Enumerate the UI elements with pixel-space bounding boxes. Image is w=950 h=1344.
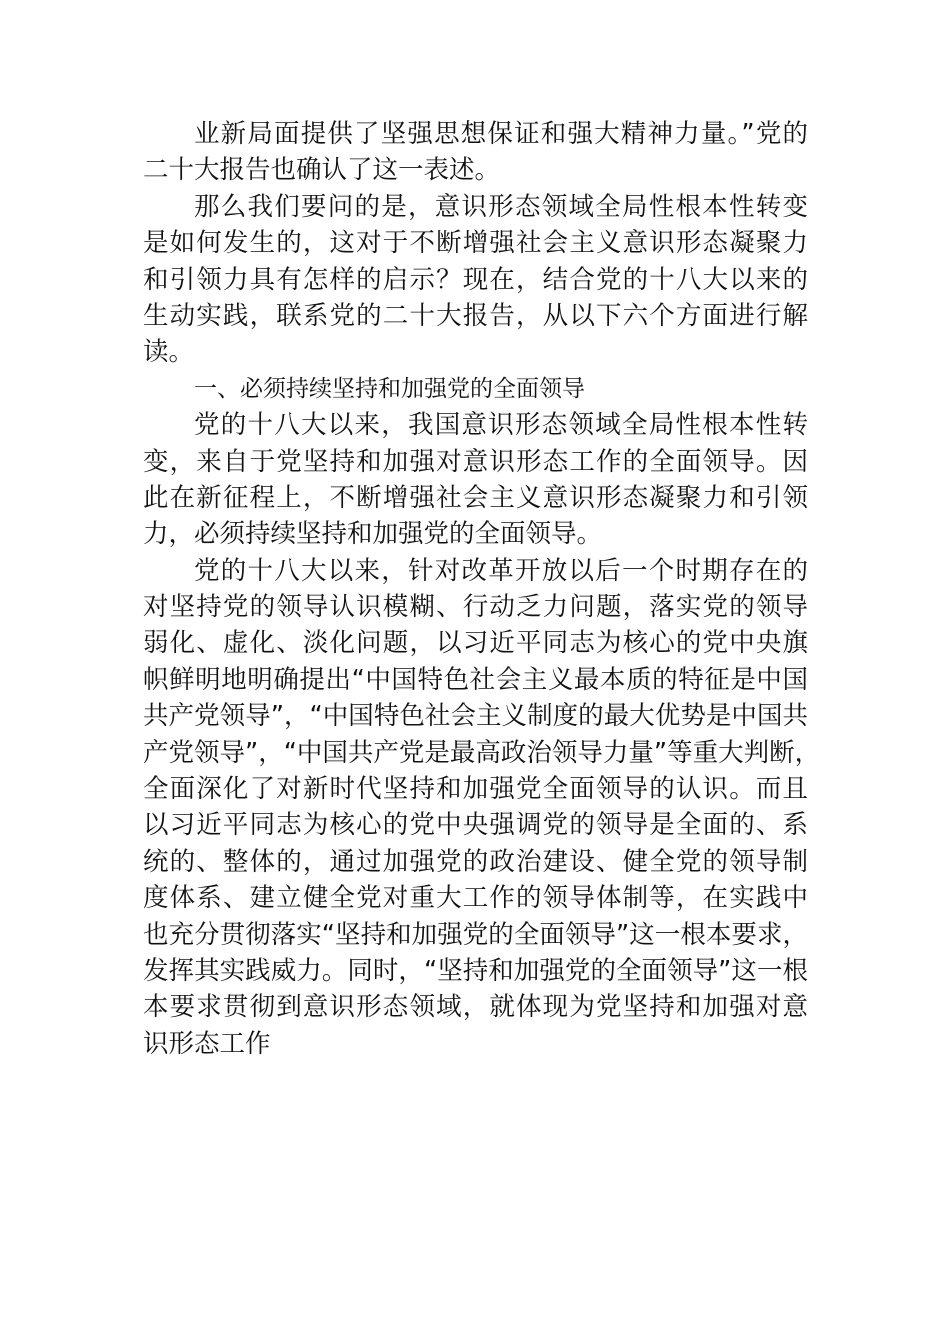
text-line: 以习近平同志为核心的党中央强调党的领导是全面的、系 <box>143 810 808 841</box>
text-line: 变，来自于党坚持和加强对意识形态工作的全面领导。因 <box>143 446 808 477</box>
text-line: 共产党领导”，“中国特色社会主义制度的最大优势是中国共 <box>143 701 808 732</box>
text-line: 业新局面提供了坚强思想保证和强大精神力量。”党的 <box>194 119 808 149</box>
document-page <box>143 116 821 1062</box>
text-line: 产党领导”，“中国共产党是最高政治领导力量”等重大判断， <box>143 737 821 768</box>
text-line: 那么我们要问的是，意识形态领域全局性根本性转变 <box>194 191 808 222</box>
heading-line: 一、必须持续坚持和加强党的全面领导 <box>194 375 585 402</box>
text-line: 二十大报告也确认了这一表述。 <box>143 155 501 186</box>
text-line: 党的十八大以来，我国意识形态领域全局性根本性转 <box>194 410 808 441</box>
text-line: 党的十八大以来，针对改革开放以后一个时期存在的 <box>194 555 808 586</box>
text-line: 读。 <box>143 337 195 368</box>
text-line: 发挥其实践威力。同时，“坚持和加强党的全面领导”这一根 <box>143 955 808 986</box>
paragraph-4 <box>143 553 821 1062</box>
text-line: 帜鲜明地明确提出“中国特色社会主义最本质的特征是中国 <box>143 664 808 695</box>
text-line: 识形态工作 <box>143 1028 271 1059</box>
text-line: 和引领力具有怎样的启示？现在，结合党的十八大以来的 <box>143 264 808 295</box>
text-line: 也充分贯彻落实“坚持和加强党的全面领导”这一根本要求， <box>143 919 808 950</box>
text-line: 本要求贯彻到意识形态领域，就体现为党坚持和加强对意 <box>143 992 808 1023</box>
text-line: 此在新征程上，不断增强社会主义意识形态凝聚力和引领 <box>143 482 808 513</box>
text-line: 度体系、建立健全党对重大工作的领导体制等，在实践中 <box>143 883 808 914</box>
section-heading <box>143 371 808 407</box>
text-line: 生动实践，联系党的二十大报告，从以下六个方面进行解 <box>143 300 808 331</box>
paragraph-2 <box>143 189 808 371</box>
text-line: 弱化、虚化、淡化问题，以习近平同志为核心的党中央旗 <box>143 628 808 659</box>
text-line: 全面深化了对新时代坚持和加强党全面领导的认识。而且 <box>143 774 808 805</box>
text-line: 对坚持党的领导认识模糊、行动乏力问题，落实党的领导 <box>143 592 808 623</box>
paragraph-3 <box>143 407 808 553</box>
text-line: 是如何发生的，这对于不断增强社会主义意识形态凝聚力 <box>143 228 808 259</box>
paragraph-1 <box>143 116 808 189</box>
text-line: 统的、整体的，通过加强党的政治建设、健全党的领导制 <box>143 846 808 877</box>
text-line: 力，必须持续坚持和加强党的全面领导。 <box>143 519 603 550</box>
